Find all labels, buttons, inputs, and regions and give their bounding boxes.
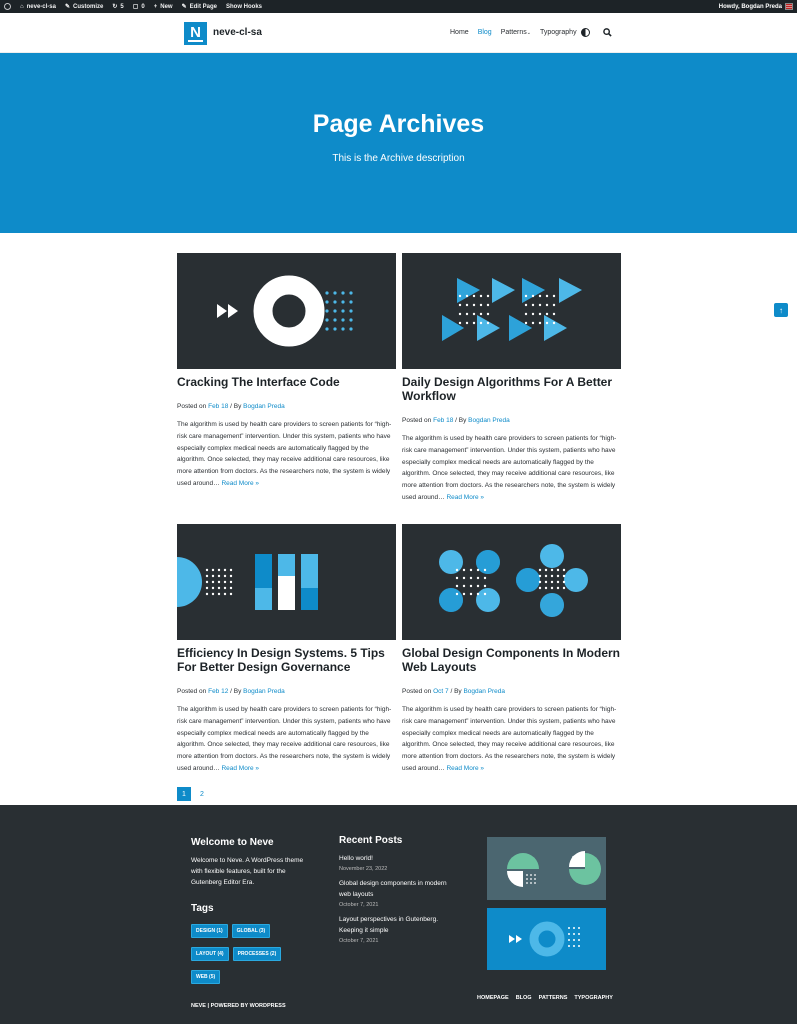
post-author[interactable]: Bogdan Preda xyxy=(463,688,506,695)
scroll-to-top-button[interactable] xyxy=(774,303,788,317)
avatar xyxy=(785,3,793,10)
post-excerpt: The algorithm is used by health care providers to screen patients for “high-risk care management” intervention. Under this system, patients who have especially complex medical needs are automatically flagged by the algorithm. Once selected, they may receive additional care resources, like more attention from doctors. As the researchers note, the system is widely used around… Read More » xyxy=(177,706,392,772)
post-date[interactable]: Feb 18 xyxy=(208,403,229,410)
read-more-link[interactable]: Read More » xyxy=(446,764,485,772)
footer-welcome xyxy=(191,837,316,988)
chevron-down-icon: ⌄ xyxy=(526,30,531,36)
footer-nav-homepage[interactable]: HOMEPAGE xyxy=(477,995,509,1001)
tag-processes[interactable]: PROCESSES (2) xyxy=(233,947,282,961)
post-thumbnail-ring-arrows[interactable] xyxy=(177,253,396,369)
post-thumbnail-bars[interactable] xyxy=(177,524,396,640)
footer-nav xyxy=(477,995,613,1001)
post-author[interactable]: Bogdan Preda xyxy=(243,688,285,695)
post-card xyxy=(177,253,396,490)
footer-image-ring xyxy=(487,908,606,970)
footer-credit[interactable]: NEVE | POWERED BY WORDPRESS xyxy=(191,1003,286,1009)
site-logo[interactable]: N xyxy=(184,22,207,45)
post-author[interactable]: Bogdan Preda xyxy=(468,417,510,424)
post-card xyxy=(402,253,621,504)
post-meta: Posted on Feb 12 / By Bogdan Preda xyxy=(177,688,285,695)
post-date[interactable]: Feb 18 xyxy=(433,417,454,424)
recent-post-link[interactable]: Hello world! xyxy=(339,855,373,862)
nav-patterns[interactable]: Patterns⌄ xyxy=(500,29,531,36)
post-date[interactable]: Oct 7 xyxy=(433,688,449,695)
read-more-link[interactable]: Read More » xyxy=(446,493,485,501)
footer-welcome-text: Welcome to Neve. A WordPress theme with flexible features, built for the Gutenberg Editor Era. xyxy=(191,857,304,886)
post-card xyxy=(402,524,621,775)
site-header xyxy=(0,13,797,53)
post-title[interactable]: Efficiency In Design Systems. 5 Tips For Better Design Governance xyxy=(177,646,385,674)
recent-post-link[interactable]: Global design components in modern web layouts xyxy=(339,880,447,898)
search-icon[interactable] xyxy=(603,28,612,37)
admin-bar xyxy=(0,0,797,13)
footer-recent-posts xyxy=(339,835,459,950)
post-thumbnail-triangles[interactable] xyxy=(402,253,621,369)
read-more-link[interactable]: Read More » xyxy=(221,764,260,772)
post-meta: Posted on Feb 18 / By Bogdan Preda xyxy=(402,417,510,424)
nav-home[interactable]: Home xyxy=(450,29,469,36)
archive-hero xyxy=(0,53,797,233)
post-title[interactable]: Global Design Components In Modern Web Layouts xyxy=(402,646,621,674)
site-footer xyxy=(0,805,797,1024)
footer-tags-title: Tags xyxy=(191,903,214,914)
recent-post-link[interactable]: Layout perspectives in Gutenberg. Keeping it simple xyxy=(339,916,439,934)
admin-comments[interactable]: ▢ 0 xyxy=(132,3,145,10)
read-more-link[interactable]: Read More » xyxy=(221,479,260,487)
site-title[interactable]: neve-cl-sa xyxy=(213,27,262,38)
post-author[interactable]: Bogdan Preda xyxy=(243,403,285,410)
tag-global[interactable]: GLOBAL (3) xyxy=(232,924,271,938)
admin-account[interactable]: Howdy, Bogdan Preda xyxy=(719,3,793,10)
post-excerpt: The algorithm is used by health care providers to screen patients for “high-risk care management” intervention. Under this system, patients who have especially complex medical needs are automatically flagged by the algorithm. Once selected, they may receive additional care resources, like more attention from doctors. As the researchers note, the system is widely used around… Read More » xyxy=(402,435,617,501)
footer-nav-patterns[interactable]: PATTERNS xyxy=(538,995,568,1001)
admin-edit-page[interactable]: ✎ Edit Page xyxy=(181,3,217,10)
admin-updates[interactable]: ↻ 5 xyxy=(112,3,124,10)
tag-web[interactable]: WEB (5) xyxy=(191,970,220,984)
home-icon: ⌂ xyxy=(20,3,24,10)
updates-icon: ↻ xyxy=(112,4,118,10)
nav-blog[interactable]: Blog xyxy=(477,29,492,36)
post-meta: Posted on Feb 18 / By Bogdan Preda xyxy=(177,403,285,410)
pencil-icon: ✎ xyxy=(181,4,187,10)
footer-nav-blog[interactable]: BLOG xyxy=(515,995,532,1001)
post-card xyxy=(177,524,396,775)
post-thumbnail-circles[interactable] xyxy=(402,524,621,640)
wordpress-icon xyxy=(4,3,11,10)
recent-posts-title: Recent Posts xyxy=(339,835,403,846)
recent-post-date: October 7, 2021 xyxy=(339,902,379,908)
archive-description: This is the Archive description xyxy=(332,153,465,164)
recent-post-date: November 23, 2022 xyxy=(339,866,388,872)
wordpress-menu[interactable] xyxy=(4,3,11,10)
recent-post-date: October 7, 2021 xyxy=(339,938,379,944)
post-meta: Posted on Oct 7 / By Bogdan Preda xyxy=(402,688,506,695)
post-title[interactable]: Daily Design Algorithms For A Better Workflow xyxy=(402,375,613,403)
brush-icon: ✎ xyxy=(64,4,71,10)
nav-typography[interactable]: Typography xyxy=(539,29,577,36)
post-excerpt: The algorithm is used by health care providers to screen patients for “high-risk care management” intervention. Under this system, patients who have especially complex medical needs are automatically flagged by the algorithm. Once selected, they may receive additional care resources, like more attention from doctors. As the researchers note, the system is widely used around… Read More » xyxy=(402,706,617,772)
admin-show-hooks[interactable]: Show Hooks xyxy=(225,3,262,10)
page-title: Page Archives xyxy=(312,110,485,138)
post-title[interactable]: Cracking The Interface Code xyxy=(177,375,340,389)
admin-customize[interactable]: ✎ Customize xyxy=(64,3,104,10)
footer-image-shapes xyxy=(487,837,606,900)
footer-welcome-title: Welcome to Neve xyxy=(191,837,274,848)
tag-design[interactable]: DESIGN (1) xyxy=(191,924,228,938)
plus-icon: + xyxy=(153,3,158,10)
post-excerpt: The algorithm is used by health care providers to screen patients for “high-risk care management” intervention. Under this system, patients who have especially complex medical needs are automatically flagged by the algorithm. Once selected, they may receive additional care resources, like more attention from doctors. As the researchers note, the system is widely used around… Read More » xyxy=(177,421,392,487)
tag-cloud xyxy=(191,919,301,988)
comment-icon: ▢ xyxy=(132,4,139,10)
page-link[interactable]: 2 xyxy=(200,790,204,798)
footer-nav-typography[interactable]: TYPOGRAPHY xyxy=(574,995,613,1001)
post-date[interactable]: Feb 12 xyxy=(208,688,229,695)
arrow-up-icon: ↑ xyxy=(779,305,783,315)
admin-new[interactable]: + New xyxy=(153,3,173,10)
admin-site-name[interactable]: ⌂ neve-cl-sa xyxy=(20,3,56,10)
tag-layout[interactable]: LAYOUT (4) xyxy=(191,947,229,961)
pagination xyxy=(177,787,209,801)
primary-nav xyxy=(450,29,577,36)
page-current: 1 xyxy=(177,787,191,801)
dark-mode-toggle-icon[interactable] xyxy=(581,28,590,37)
